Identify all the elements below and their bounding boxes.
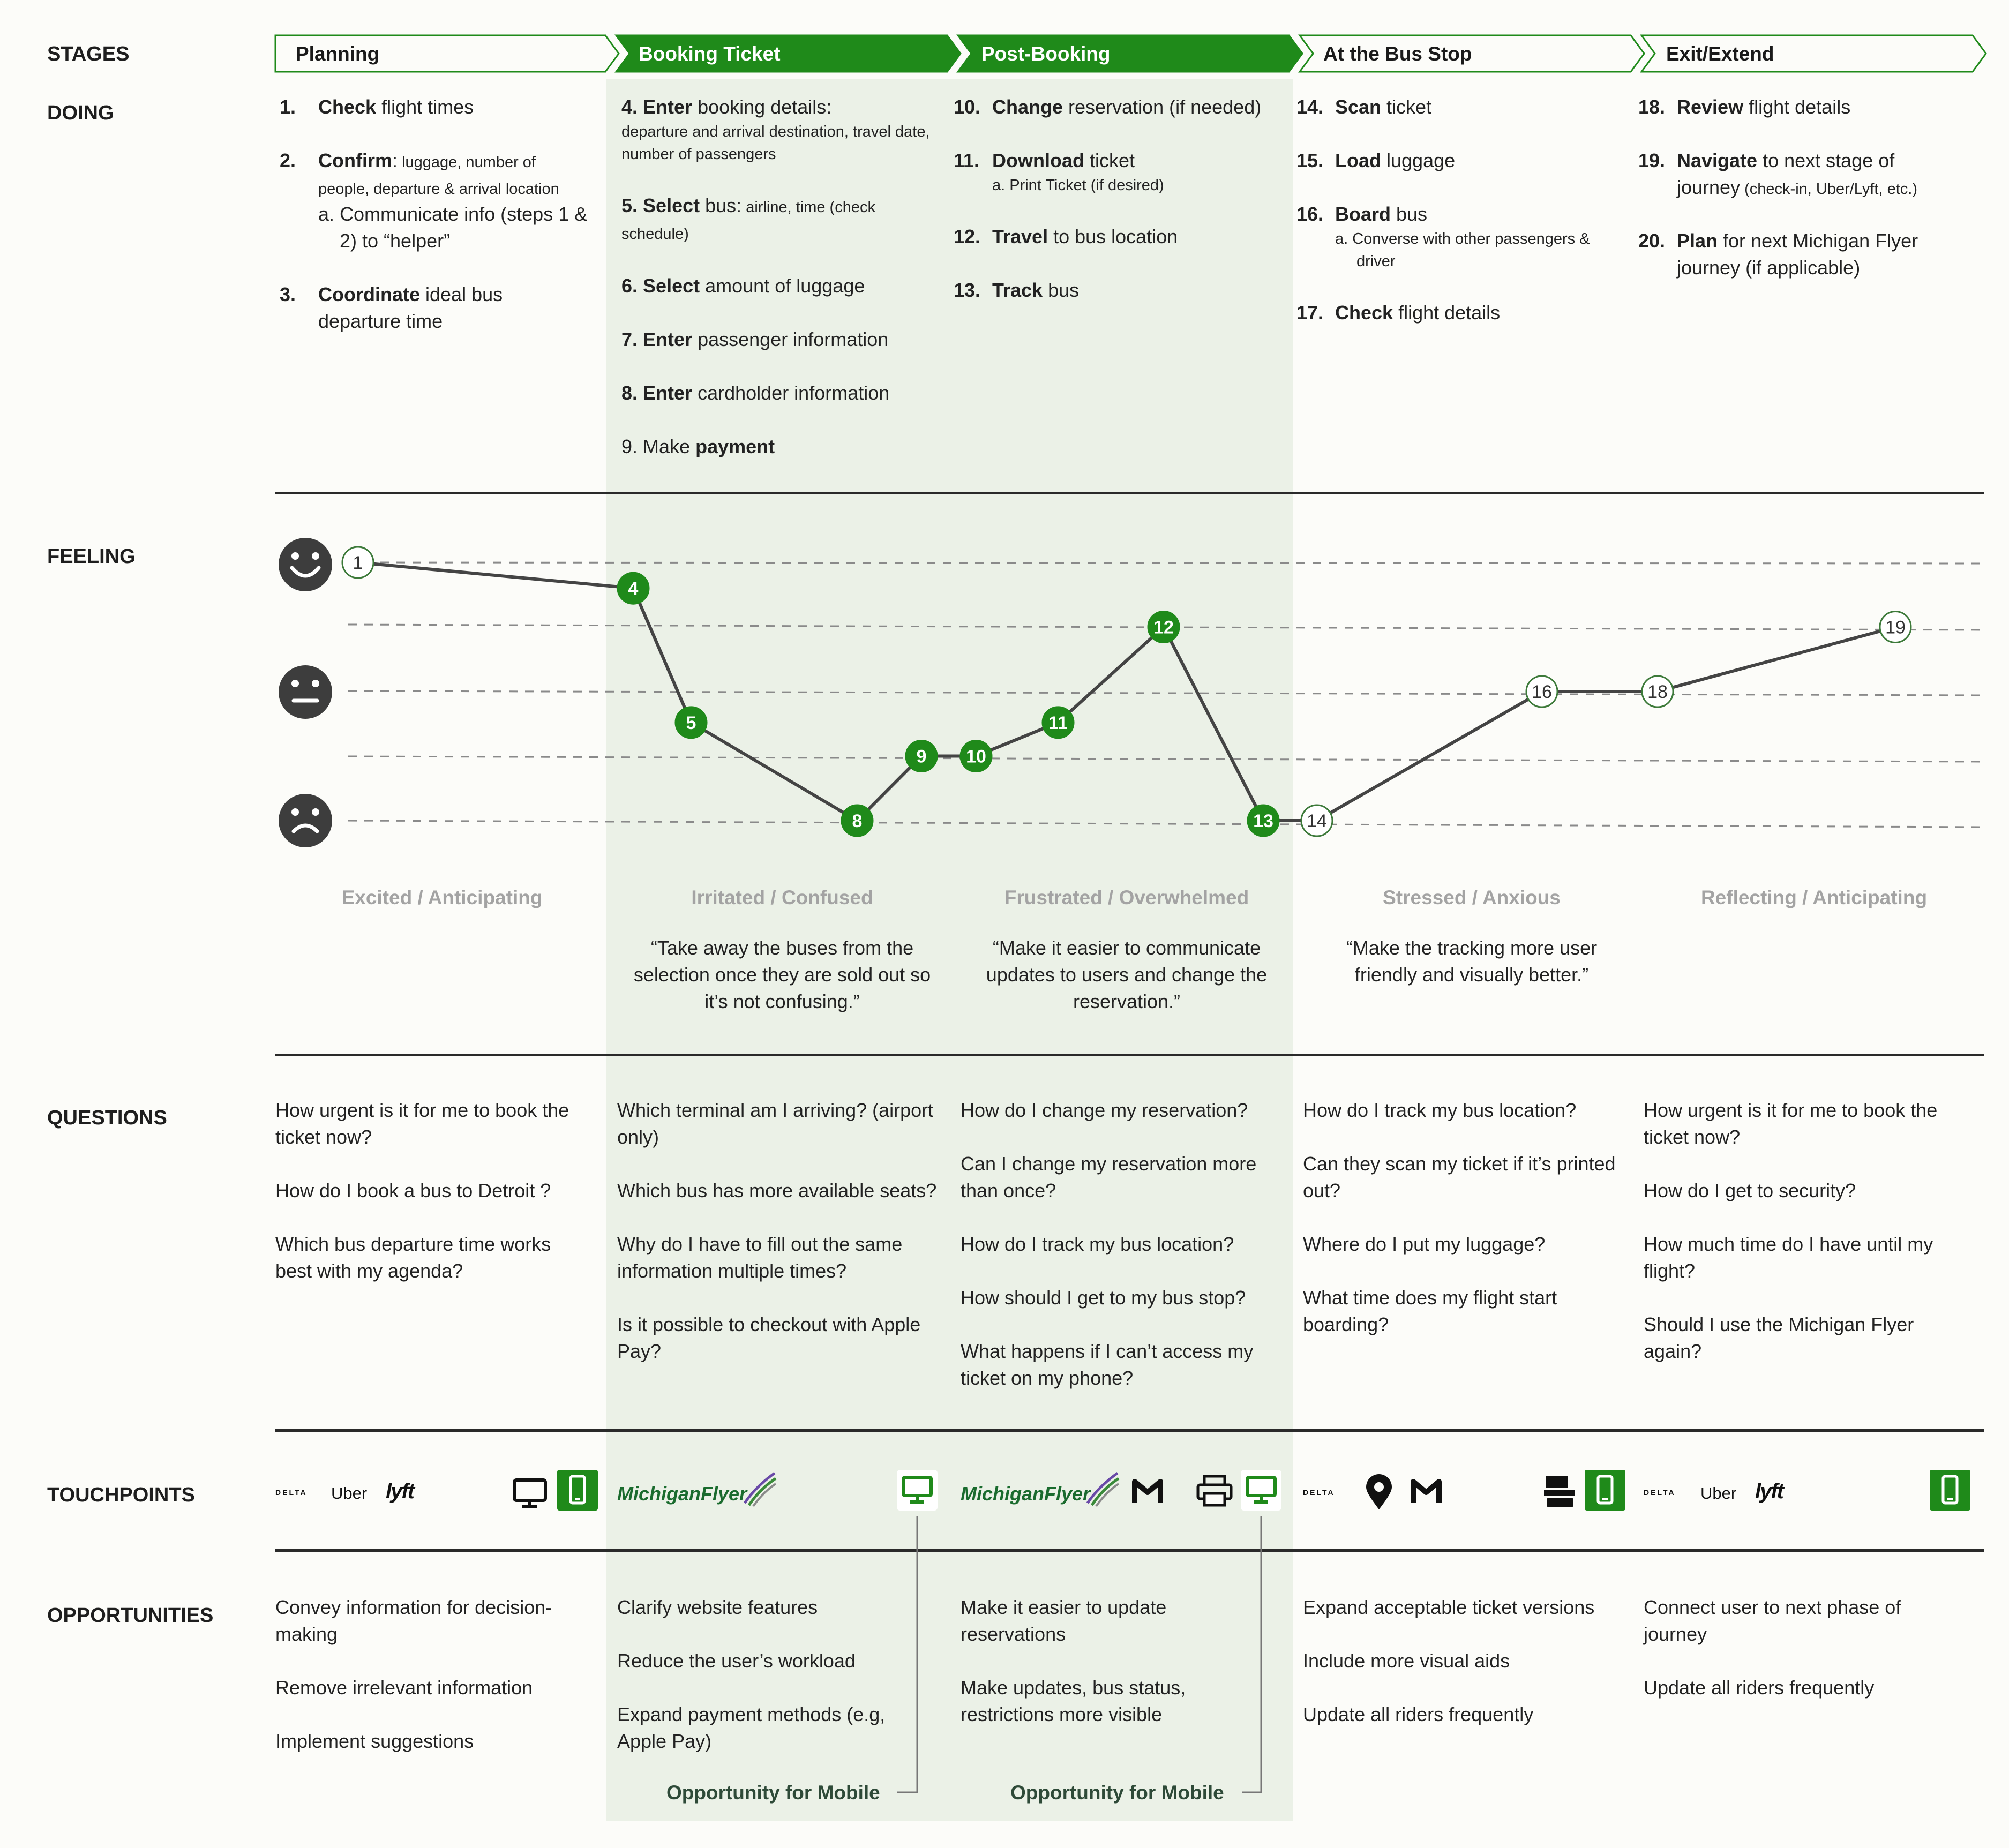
question: Which terminal am I arriving? (airport only) xyxy=(617,1099,934,1148)
step-colon: : xyxy=(392,149,398,171)
question: What happens if I can’t access my ticket on my phone? xyxy=(961,1340,1254,1389)
opportunity: Clarify website features xyxy=(617,1596,818,1618)
question: How do I change my reservation? xyxy=(961,1099,1248,1121)
step-number: 13. xyxy=(954,279,981,301)
step-11a: a. Print Ticket (if desired) xyxy=(992,177,1164,194)
step-verb: Navigate xyxy=(1677,149,1758,171)
step-verb: payment xyxy=(695,435,775,457)
step-detail: (check-in, Uber/Lyft, etc.) xyxy=(1740,181,1917,198)
feeling-point-label: 9 xyxy=(916,746,927,767)
question: How urgent is it for me to book the ticket now? xyxy=(1644,1099,1938,1148)
step-number: 4. xyxy=(621,96,638,118)
michigan-flyer-logo: MichiganFlyer xyxy=(961,1483,1091,1505)
opportunity: Implement suggestions xyxy=(275,1730,474,1752)
step-number: 19. xyxy=(1638,149,1666,171)
step-number: 6. xyxy=(621,275,638,297)
step-number: 8. xyxy=(621,382,638,404)
step-number: 1. xyxy=(280,96,296,118)
step-text: to bus location xyxy=(1048,226,1178,247)
step-text: flight details xyxy=(1393,302,1501,324)
step-number: 16. xyxy=(1296,203,1324,225)
connector-line xyxy=(1242,1516,1261,1792)
opportunity: Reduce the user’s workload xyxy=(617,1650,856,1672)
step-number: 12. xyxy=(954,226,981,247)
opportunity: Make it easier to update reservations xyxy=(961,1596,1167,1645)
step-text: to next stage of journey xyxy=(1677,149,1895,198)
step-verb: Enter xyxy=(643,328,693,350)
step-verb: Review xyxy=(1677,96,1744,118)
opportunity: Include more visual aids xyxy=(1303,1650,1510,1672)
step-text: cardholder information xyxy=(692,382,890,404)
step-text: ticket xyxy=(1381,96,1432,118)
opportunity: Expand payment methods (e.g, Apple Pay) xyxy=(617,1703,886,1752)
step-number: 11. xyxy=(954,149,980,171)
opportunity: Make updates, bus status, restrictions more visible xyxy=(961,1677,1186,1725)
step-text: for next Michigan Flyer journey (if applicable) xyxy=(1677,230,1918,279)
question: Which bus departure time works best with my agenda? xyxy=(275,1233,551,1282)
question: How much time do I have until my flight? xyxy=(1644,1233,1933,1282)
step-verb: Download xyxy=(992,149,1084,171)
uber-logo: Uber xyxy=(1700,1484,1737,1503)
step-number: 20. xyxy=(1638,230,1666,252)
question: Where do I put my luggage? xyxy=(1303,1233,1546,1255)
feeling-point-label: 5 xyxy=(686,712,696,733)
question: How do I track my bus location? xyxy=(961,1233,1234,1255)
question: How do I book a bus to Detroit ? xyxy=(275,1180,551,1201)
step-verb: Check xyxy=(318,96,377,118)
step-number: 9. xyxy=(621,435,638,457)
stage-label-post: Post-Booking xyxy=(981,43,1111,65)
uber-logo: Uber xyxy=(331,1484,368,1503)
opportunity-for-mobile-label: Opportunity for Mobile xyxy=(1010,1782,1224,1804)
emotion-label: Reflecting / Anticipating xyxy=(1700,887,1928,908)
step-number: 10. xyxy=(954,96,981,118)
step-number: 15. xyxy=(1296,149,1324,171)
emotion-label: Frustrated / Overwhelmed xyxy=(1004,887,1249,908)
step-2a: a. Communicate info (steps 1 & 2) to “helper” xyxy=(318,203,588,252)
stage-label-stop: At the Bus Stop xyxy=(1323,43,1472,65)
connector-line xyxy=(897,1516,917,1792)
feeling-point-label: 12 xyxy=(1153,617,1174,638)
step-verb: Board xyxy=(1335,203,1391,225)
step-verb: Track xyxy=(992,279,1043,301)
question: Can I change my reservation more than once? xyxy=(961,1153,1257,1201)
step-detail: airline, time (check schedule) xyxy=(621,199,875,243)
step-verb: Select xyxy=(643,275,700,297)
step-text: ticket xyxy=(1084,149,1135,171)
step-verb: Change xyxy=(992,96,1063,118)
step-text: flight times xyxy=(376,96,474,118)
step-number: 17. xyxy=(1296,302,1324,324)
step-text: reservation (if needed) xyxy=(1063,96,1262,118)
step-verb: Plan xyxy=(1677,230,1718,252)
step-verb: Select xyxy=(643,194,700,216)
question: Why do I have to fill out the same information multiple times? xyxy=(617,1233,903,1282)
feeling-point-label: 11 xyxy=(1048,712,1068,733)
feeling-point-label: 13 xyxy=(1253,811,1273,831)
step-verb: Enter xyxy=(643,96,693,118)
step-number: 2. xyxy=(280,149,296,171)
step-text: amount of luggage xyxy=(700,275,865,297)
step-verb: Scan xyxy=(1335,96,1382,118)
delta-logo: DELTA xyxy=(1303,1488,1335,1497)
user-quote: “Make it easier to communicate updates to users and change the reservation.” xyxy=(986,937,1268,1012)
stage-label-planning: Planning xyxy=(296,43,380,65)
feeling-point-label: 19 xyxy=(1885,617,1906,638)
stage-label-booking: Booking Ticket xyxy=(639,43,781,65)
emotion-label: Irritated / Confused xyxy=(691,887,873,908)
step-number: 5. xyxy=(621,194,638,216)
row-label-doing: DOING xyxy=(47,102,114,124)
question: How urgent is it for me to book the ticket now? xyxy=(275,1099,569,1148)
michigan-flyer-logo: MichiganFlyer xyxy=(617,1483,747,1505)
step-number: 14. xyxy=(1296,96,1324,118)
step-verb: Enter xyxy=(643,382,693,404)
step-detail: departure and arrival destination, travel date, number of passengers xyxy=(621,123,930,163)
question: What time does my flight start boarding? xyxy=(1303,1287,1557,1335)
question: How do I track my bus location? xyxy=(1303,1099,1577,1121)
step-number: 7. xyxy=(621,328,638,350)
delta-logo: DELTA xyxy=(1644,1488,1676,1497)
step-text: booking details: xyxy=(692,96,832,118)
step-verb: Load xyxy=(1335,149,1381,171)
question: How should I get to my bus stop? xyxy=(961,1287,1246,1309)
step-16a: a. Converse with other passengers & driver xyxy=(1335,230,1590,270)
step-detail: luggage, number of people, departure & arrival location xyxy=(318,154,559,198)
emotion-label: Stressed / Anxious xyxy=(1383,887,1561,908)
step-text: bus: xyxy=(700,194,742,216)
question: How do I get to security? xyxy=(1644,1180,1856,1201)
opportunity: Convey information for decision-making xyxy=(275,1596,552,1645)
feeling-point-label: 16 xyxy=(1532,682,1552,702)
row-label-feeling: FEELING xyxy=(47,545,136,568)
opportunity: Update all riders frequently xyxy=(1303,1703,1534,1725)
step-verb: Coordinate xyxy=(318,283,421,305)
step-text: flight details xyxy=(1743,96,1851,118)
row-label-touchpoints: TOUCHPOINTS xyxy=(47,1484,195,1506)
step-text: Make xyxy=(643,435,696,457)
row-label-stages: STAGES xyxy=(47,43,130,65)
question: Is it possible to checkout with Apple Pay? xyxy=(617,1313,921,1362)
opportunity: Update all riders frequently xyxy=(1644,1677,1875,1699)
lyft-logo: lyft xyxy=(1755,1479,1783,1503)
feeling-point-label: 4 xyxy=(628,579,639,599)
feeling-point-label: 14 xyxy=(1307,811,1327,831)
feeling-point-label: 18 xyxy=(1647,682,1668,702)
lyft-logo: lyft xyxy=(386,1479,414,1503)
step-number: 18. xyxy=(1638,96,1666,118)
user-quote: “Make the tracking more user friendly and visually better.” xyxy=(1346,937,1598,986)
step-verb: Travel xyxy=(992,226,1048,247)
step-text: passenger information xyxy=(692,328,889,350)
user-quote: “Take away the buses from the selection once they are sold out so it’s not confusing.” xyxy=(633,937,931,1012)
step-verb: Confirm xyxy=(318,149,392,171)
step-number: 3. xyxy=(280,283,296,305)
step-text: bus xyxy=(1391,203,1428,225)
opportunity-for-mobile-label: Opportunity for Mobile xyxy=(666,1782,880,1804)
feeling-point-label: 8 xyxy=(852,811,863,831)
step-text: bus xyxy=(1043,279,1080,301)
stage-label-exit: Exit/Extend xyxy=(1666,43,1774,65)
question: Should I use the Michigan Flyer again? xyxy=(1644,1313,1914,1362)
feeling-point-label: 1 xyxy=(353,553,363,573)
step-text: ideal bus departure time xyxy=(318,283,503,332)
step-verb: Check xyxy=(1335,302,1393,324)
step-text: luggage xyxy=(1381,149,1456,171)
question: Which bus has more available seats? xyxy=(617,1180,937,1201)
question: Can they scan my ticket if it’s printed out? xyxy=(1303,1153,1616,1201)
row-label-questions: QUESTIONS xyxy=(47,1107,167,1129)
row-label-opportunities: OPPORTUNITIES xyxy=(47,1604,214,1627)
opportunity: Connect user to next phase of journey xyxy=(1644,1596,1901,1645)
emotion-label: Excited / Anticipating xyxy=(341,887,543,908)
opportunity: Remove irrelevant information xyxy=(275,1677,533,1699)
opportunity: Expand acceptable ticket versions xyxy=(1303,1596,1595,1618)
delta-logo: DELTA xyxy=(275,1488,308,1497)
feeling-point-label: 10 xyxy=(966,746,986,767)
